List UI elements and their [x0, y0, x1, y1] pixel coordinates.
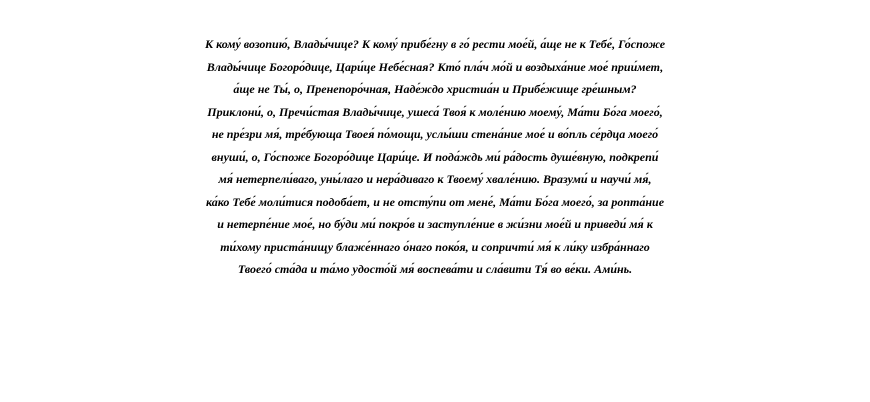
prayer-line-11: Твоего́ ста́да и та́мо удосто́й мя́ воспева́ти и сла́вити Тя́ во ве́ки. Ами́нь. — [237, 262, 633, 276]
prayer-line-1: К кому́ возопию́, Влады́чице? К кому́ прибе́гну в го́ рести мое́й, а́ще не к Тебе́, Го́споже — [204, 37, 666, 51]
prayer-line-3: а́ще не Ты́, о, Пренепоро́чная, Наде́ждо христиа́н и Прибе́жище гре́шным? — [233, 82, 637, 96]
prayer-line-5: не пре́зри мя́, тре́бующа Твоея́ по́мощи, услы́ши стена́ние мое́ и во́пль се́рдца моего́ — [211, 127, 659, 141]
prayer-line-7: мя́ нетерпели́ваго, уны́лаго и нера́диваго к Твоему́ хвале́нию. Вразуми́ и научи́ мя́, — [218, 172, 652, 186]
prayer-line-4: Приклони́, о, Пречи́стая Влады́чице, ушеса́ Твоя́ к моле́нию моему́, Ма́ти Бо́га моего́, — [207, 104, 663, 119]
prayer-line-10: ти́хому приста́нищу блаже́ннаго о́наго поко́я, и сопричти́ мя́ к ли́ку избра́ннаго — [220, 239, 650, 254]
prayer-line-6: внуши́, о, Го́споже Богоро́дице Цари́це. И пода́ждь ми́ ра́дость душе́вную, подкрепи́ — [211, 149, 659, 164]
prayer-text — [0, 33, 870, 281]
prayer-line-8: ка́ко Тебе́ моли́тися подоба́ет, и не отсту́пи от мене́, Ма́ти Бо́га моего́, за ропта́ние — [205, 194, 665, 209]
prayer-line-2: Влады́чице Богоро́дице, Цари́це Небе́сная? Кто́ пла́ч мо́й и воздыха́ние мое́ прии́мет, — [206, 59, 664, 74]
prayer-line-9: и нетерпе́ние мое́, но бу́ди ми́ покро́в и заступле́ние в жи́зни мое́й и приведи́ мя́ к — [217, 217, 653, 231]
